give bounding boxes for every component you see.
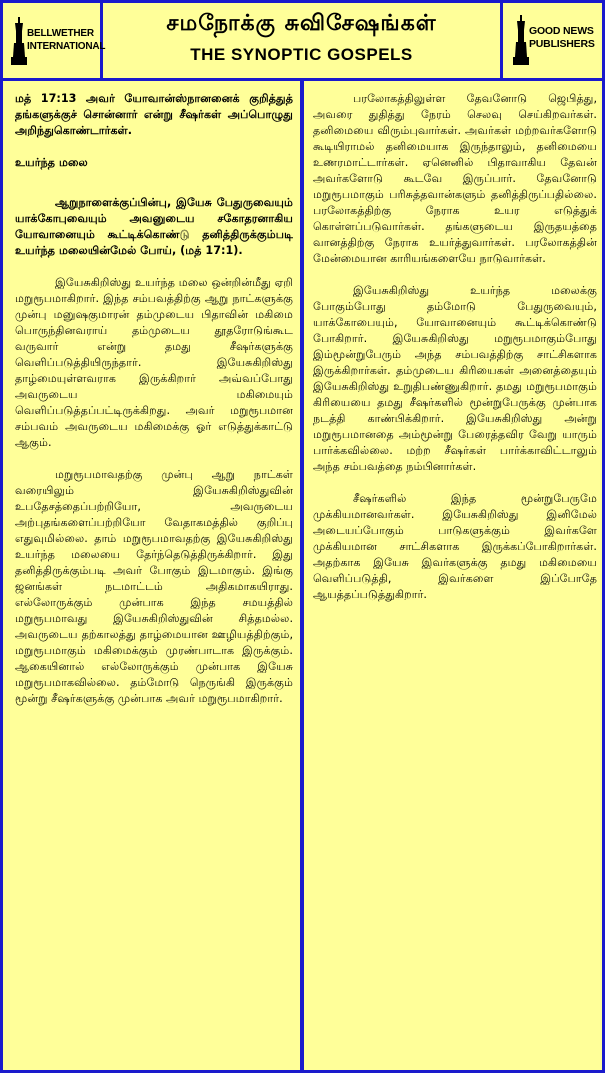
paragraph: இயேசுகிறிஸ்து உயர்ந்த மலை ஒன்றின்மீது ஏறி மறுரூபமாகிறார். இந்த சம்பவத்திற்கு ஆறு நாட்களுக்கு முன்பு மனுஷகுமாரன் தம்முடைய பிதாவின் மகிமை பொருந்தினவராய் தம்முடைய தூதரோடுங்கூட வருவார் என்று தமது சீஷர்களுக்கு வெளிப்படுத்தியிருந்தார். இயேசுகிறிஸ்து தாழ்மையுள்ளவராக இருக்கிறார் அவ்வப்போது அவருடைய மகிமையும் வெளிப்படுத்தப்பட்டிருக்கிறது. அவர் மறுரூபமான சம்பவம் அவருடைய மகிமைக்கு ஓர் எடுத்துக்காட்டு ஆகும். [15, 276, 293, 449]
title-tamil: சமநோக்கு சுவிசேஷங்கள் [166, 11, 437, 36]
good-news-logo [500, 3, 602, 78]
paragraph: மறுரூபமாவதற்கு முன்பு ஆறு நாட்கள் வரையிலும் இயேசுகிறிஸ்துவின் உபதேசத்தைப்பற்றியோ, அவருடைய அற்புதங்களைப்பற்றியோ வேதாகமத்தில் குறிப்பு எதுவுமில்லை. தாம் மறுரூபமாவதற்கு இயேசுகிறிஸ்து உயர்ந்த மலையை தேர்ந்தெடுத்திருக்கிறார். இது தனித்திருக்கும்படி அவர் போகும் இடமாகும். இங்கு ஜனங்கள் நடமாட்டம் அதிகமாகயிராது. எல்லோருக்கும் முன்பாக இந்த சமயத்தில் மறுரூபமாவது இயேசுகிறிஸ்துவின் சித்தமல்ல. அவருடைய தற்காலத்து தாழ்மையான ஊழியத்திற்கும், மறுரூபமாகும் மகிமைக்கும் முரண்பாடாக இருக்கும். ஆகையினால் எல்லோருக்கும் முன்பாக இயேசு மறுரூபமாகவில்லை. தம்மோடு நெருங்கி இருக்கும் மூன்று சீஷர்களுக்கு முன்பாக அவர் மறுரூபமாகிறார். [15, 468, 293, 705]
title-english: THE SYNOPTIC GOSPELS [190, 45, 413, 64]
good-news-logo-text: GOOD NEWS PUBLISHERS [529, 25, 595, 50]
left-column [15, 91, 293, 723]
paragraph: இயேசுகிறிஸ்து உயர்ந்த மலைக்கு போகும்போது தம்மோடு பேதுருவையும், யாக்கோபையும், யோவானையும் கூட்டிக்கொண்டு போகிறார். இயேசுகிறிஸ்து மறுரூபமாகும்போது இம்மூன்றுபேரும் அந்த சம்பவத்திற்கு சாட்சிகளாக இருக்கிறார்கள். தம்முடைய கிரியைகள் அனைத்தையும் இயேசுகிறிஸ்து உறுதிபண்ணுகிறார். தமது மறுரூபமாகும் கிரியையை தமது சீஷர்களில் மூன்றுபேருக்கு முன்பாக நடத்தி காண்பிக்கிறார். இயேசுகிறிஸ்து அன்று மறுரூபமானதை அம்மூன்று பேரைத்தவிர வேறு யாரும் பார்க்கவில்லை. மற்ற சீஷர்கள் பார்க்காவிட்டாலும் அந்த சம்பவத்தை நம்பினார்கள். [313, 284, 597, 473]
paragraph: பரலோகத்திலுள்ள தேவனோடு ஜெபித்து, அவரை துதித்து நேரம் செலவு செய்கிறவர்கள். தனிமையை விரும்புவார்கள். அவர்கள் மற்றவர்களோடு கூடியிராமல் தனிமையாக இருந்தாலும், தனிமையை உணரமாட்டார்கள். ஏனெனில் பிதாவாகிய தேவன் அவர்களோடு கூடவே இருப்பார். தேவனோடு மறுரூபமாகும் பரிசுத்தவான்களும் தனித்திருப்பதில்லை. பரலோகத்திற்கு நேராக உயர எடுத்துக் கொள்ளப்படுவார்கள். தங்களுடைய இருதயத்தை வானத்திற்கு நேராக உயர்த்துவார்கள். பரலோகத்தின் மேன்மையான காரியங்களையே நாடுவார்கள். [313, 92, 597, 265]
right-column [313, 91, 597, 619]
section-heading: உயர்ந்த மலை [15, 156, 88, 169]
intro-verse: மத் 17:13 அவர் யோவான்ஸ்நானனைக் குறித்துத் தங்களுக்குச் சொன்னார் என்று சீஷர்கள் அப்பொழுது அறிந்துகொண்டார்கள். [15, 92, 293, 137]
header [3, 3, 602, 81]
paragraph: சீஷர்களில் இந்த மூன்றுபேருமே முக்கியமானவர்கள். இயேசுகிறிஸ்து இனிமேல் அடையப்போகும் பாடுகளுக்கும் இவர்களே முக்கியமான சாட்சிகளாக இருக்கப்போகிறார்கள். அதற்காக இயேசு இவர்களுக்கு தமது மகிமையை வெளிப்படுத்தி, இவர்களை இப்போதே ஆயத்தப்படுத்துகிறார். [313, 492, 597, 601]
tower-icon [513, 15, 529, 67]
tower-icon [11, 17, 27, 67]
column-divider [300, 81, 304, 1073]
bellwether-logo [3, 3, 106, 78]
bellwether-logo-text: BELLWETHER INTERNATIONAL [27, 28, 106, 52]
scripture-verse: ஆறுநாளைக்குப்பின்பு, இயேசு பேதுருவையும் யாக்கோபுவையும் அவனுடைய சகோதரனாகிய யோவானையும் கூட்டிக்கொண்டு தனித்திருக்கும்படி உயர்ந்த மலையின்மேல் போய், (மத் 17:1). [15, 196, 293, 257]
title-block [103, 3, 500, 78]
